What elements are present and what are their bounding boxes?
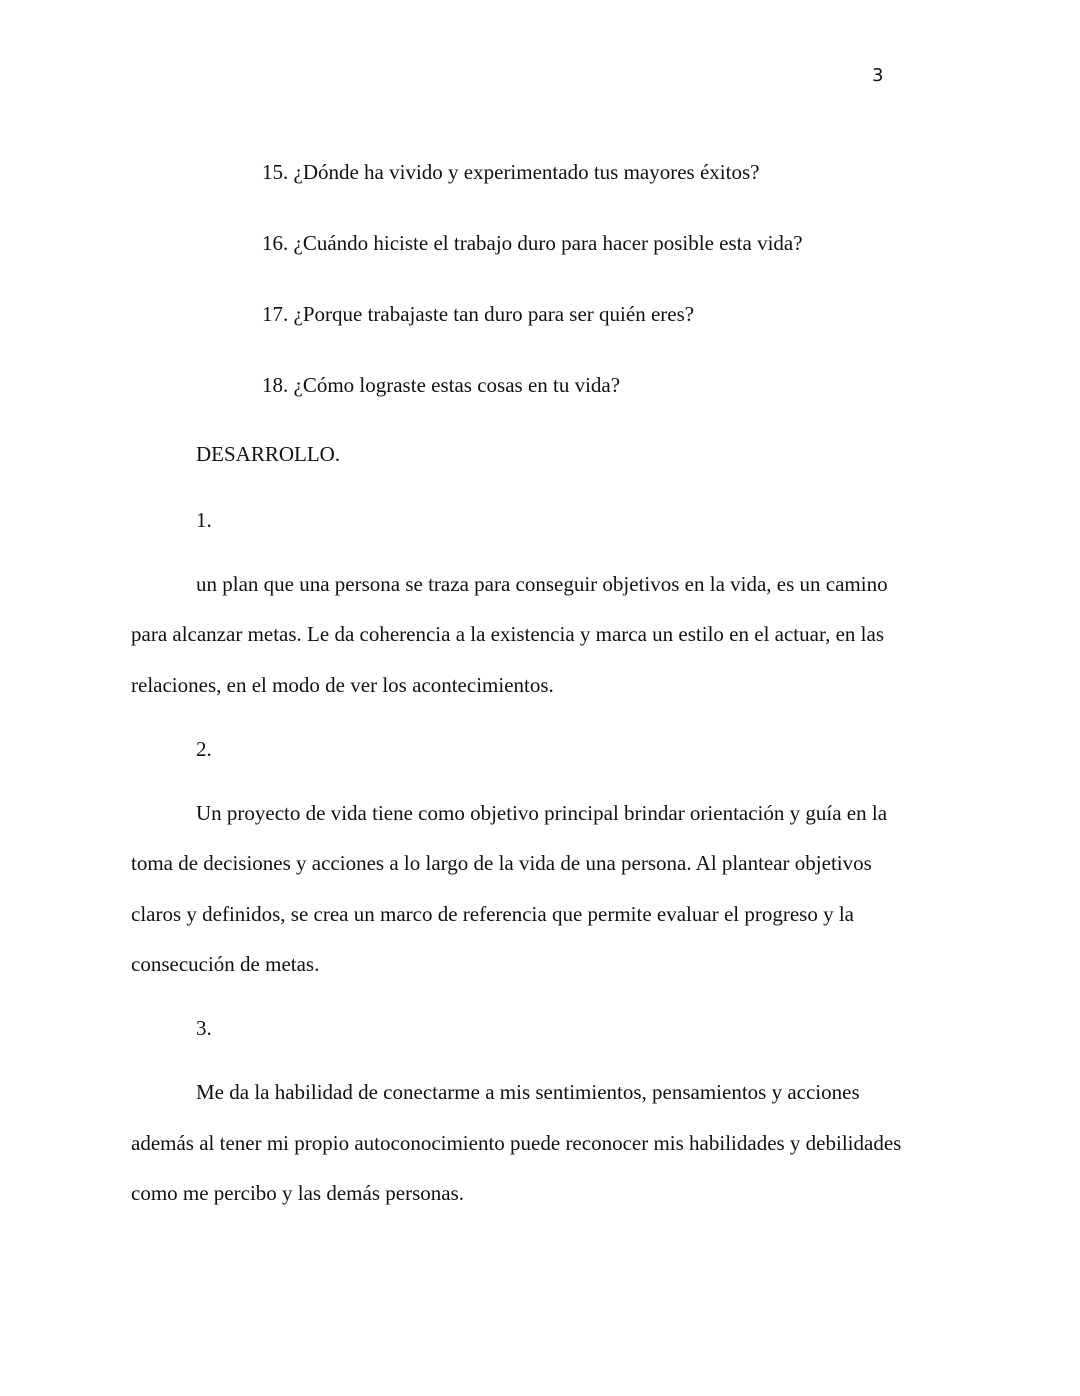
answer-line: relaciones, en el modo de ver los acontecimientos. [131, 673, 554, 697]
section-heading: DESARROLLO. [196, 442, 341, 466]
answer-line: toma de decisiones y acciones a lo largo de la vida de una persona. Al plantear objetivos [131, 851, 872, 875]
answer-line: Un proyecto de vida tiene como objetivo principal brindar orientación y guía en la [196, 801, 888, 825]
question-item: 16. ¿Cuándo hiciste el trabajo duro para hacer posible esta vida? [262, 231, 803, 255]
question-item: 18. ¿Cómo lograste estas cosas en tu vida? [262, 373, 621, 397]
answer-line: para alcanzar metas. Le da coherencia a la existencia y marca un estilo en el actuar, en las [131, 622, 884, 646]
page-number: 3 [872, 65, 884, 86]
answer-line: un plan que una persona se traza para conseguir objetivos en la vida, es un camino [196, 572, 888, 596]
answer-line: además al tener mi propio autoconocimiento puede reconocer mis habilidades y debilidades [131, 1131, 902, 1155]
answer-number: 3. [196, 1016, 212, 1040]
answer-line: Me da la habilidad de conectarme a mis sentimientos, pensamientos y acciones [196, 1080, 860, 1104]
answer-line: consecución de metas. [131, 952, 320, 976]
answer-line: como me percibo y las demás personas. [131, 1181, 464, 1205]
answer-line: claros y definidos, se crea un marco de referencia que permite evaluar el progreso y la [131, 902, 854, 926]
question-item: 15. ¿Dónde ha vivido y experimentado tus mayores éxitos? [262, 160, 760, 184]
answer-number: 2. [196, 737, 212, 761]
question-item: 17. ¿Porque trabajaste tan duro para ser quién eres? [262, 302, 695, 326]
answer-number: 1. [196, 508, 212, 532]
